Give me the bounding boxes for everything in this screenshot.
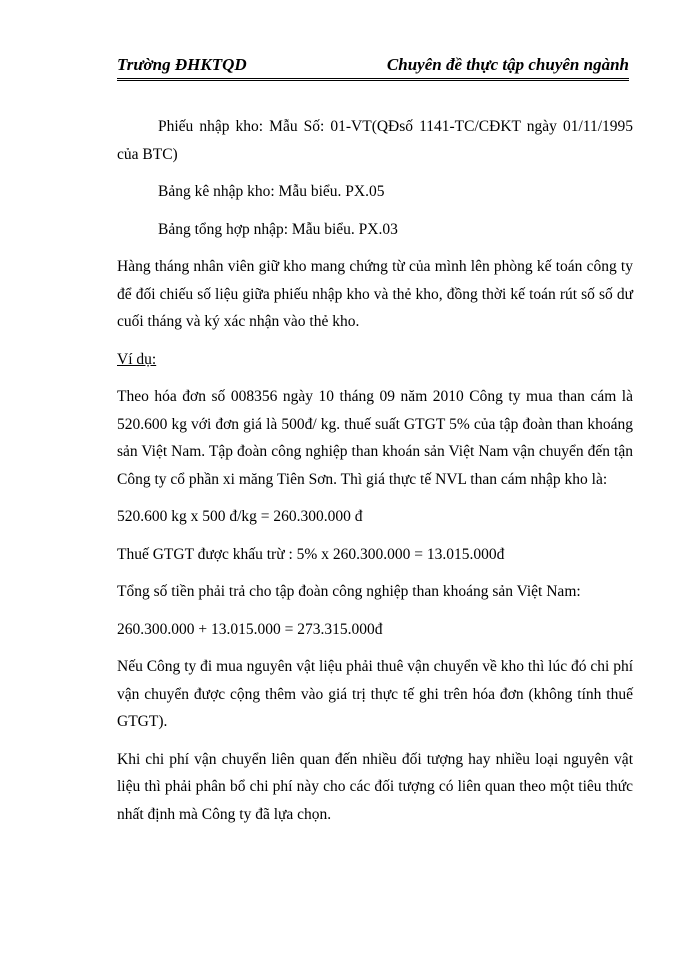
calculation-line-2: Thuế GTGT được khấu trừ : 5% x 260.300.000 = 13.015.000đ <box>117 545 505 563</box>
paragraph-bang-tong-hop: Bảng tổng hợp nhập: Mẫu biểu. PX.03 <box>158 220 398 238</box>
paragraph-total: Tổng số tiền phải trả cho tập đoàn công nghiệp than khoáng sản Việt Nam: <box>117 583 581 600</box>
paragraph-transport: Nếu Công ty đi mua nguyên vật liệu phải thuê vận chuyển về kho thì lúc đó chi phí vận chuyển được cộng thêm vào giá trị thực tế ghi trên hóa đơn (không tính thuế GTGT). <box>117 658 633 730</box>
calculation-line-1: 520.600 kg x 500 đ/kg = 260.300.000 đ <box>117 508 363 525</box>
paragraph-hang-thang: Hàng tháng nhân viên giữ kho mang chứng từ của mình lên phòng kế toán công ty để đối chiếu số liệu giữa phiếu nhập kho và thẻ kho, đồng thời kế toán rút số số dư cuối tháng và ký xác nhận vào thẻ kho. <box>117 258 633 330</box>
example-label: Ví dụ: <box>117 350 157 368</box>
document-body <box>117 113 633 828</box>
header-title: Chuyên đề thực tập chuyên ngành <box>386 55 629 74</box>
paragraph-example: Theo hóa đơn số 008356 ngày 10 tháng 09 năm 2010 Công ty mua than cám là 520.600 kg với đơn giá là 500đ/ kg. thuế suất GTGT 5% của tập đoàn than khoáng sản Việt Nam. Tập đoàn công nghiệp than khoán sản Việt Nam vận chuyển đến tận Công ty cổ phần xi măng Tiên Sơn. Thì giá thực tế NVL than cám nhập kho là: <box>117 388 633 488</box>
paragraph-bang-ke: Bảng kê nhập kho: Mẫu biểu. PX.05 <box>158 183 385 200</box>
header-rule <box>117 78 629 81</box>
calculation-line-3: 260.300.000 + 13.015.000 = 273.315.000đ <box>117 620 383 638</box>
paragraph-phieu-nhap-kho: Phiếu nhập kho: Mẫu Số: 01-VT(QĐsố 1141-TC/CĐKT ngày 01/11/1995 của BTC) <box>117 118 633 163</box>
header-school: Trường ĐHKTQD <box>117 55 247 74</box>
paragraph-allocation: Khi chi phí vận chuyển liên quan đến nhiều đối tượng hay nhiều loại nguyên vật liệu thì phải phân bổ chi phí này cho các đối tượng có liên quan theo một tiêu thức nhất định mà Công ty đã lựa chọn. <box>117 750 633 823</box>
